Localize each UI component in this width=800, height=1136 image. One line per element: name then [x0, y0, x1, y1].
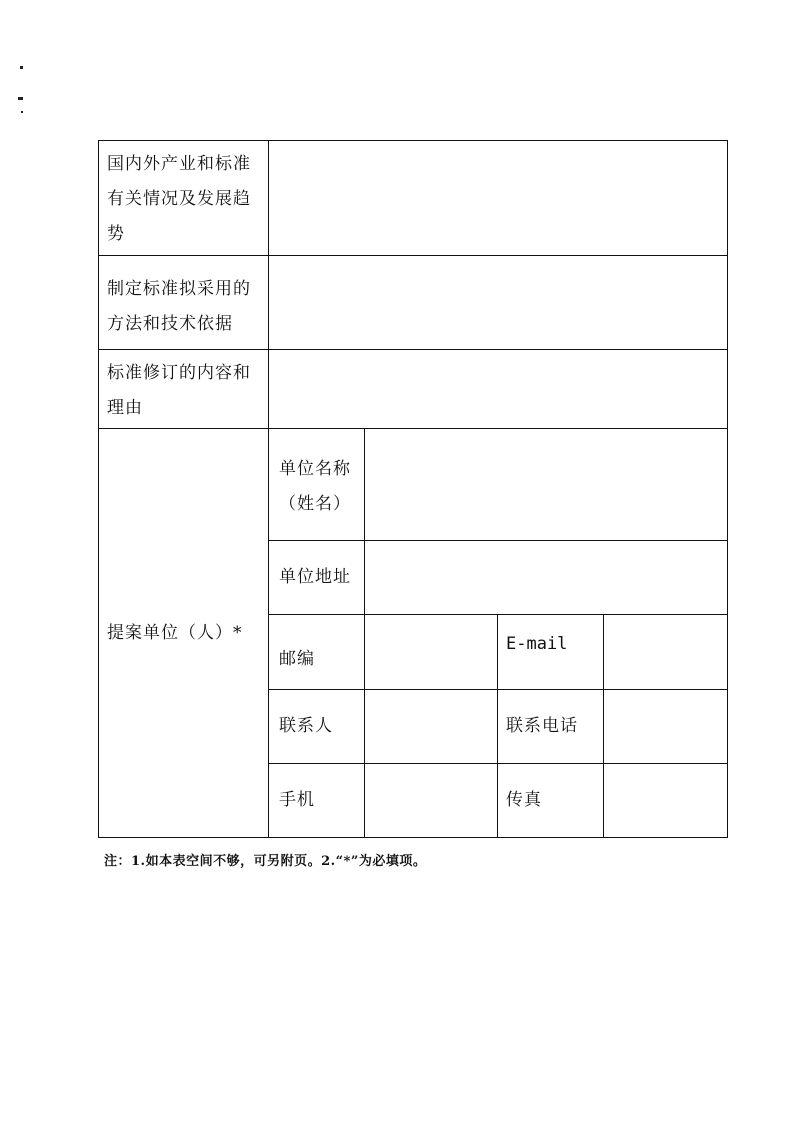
revision-content-label: 标准修订的内容和理由	[99, 350, 269, 429]
footnote: 注：1.如本表空间不够，可另附页。2.“*”为必填项。	[104, 854, 427, 869]
revision-content-input[interactable]	[269, 350, 728, 429]
contact-phone-input[interactable]	[604, 690, 728, 764]
row-unit-name	[99, 429, 728, 541]
unit-name-input[interactable]	[365, 429, 728, 541]
contact-phone-label: 联系电话	[498, 690, 604, 764]
postcode-input[interactable]	[365, 615, 498, 690]
scan-artifact	[21, 111, 23, 113]
unit-address-input[interactable]	[365, 541, 728, 615]
postcode-label: 邮编	[269, 615, 365, 690]
contact-person-input[interactable]	[365, 690, 498, 764]
row-revision-content	[99, 350, 728, 429]
fax-input[interactable]	[604, 764, 728, 838]
methods-basis-label: 制定标准拟采用的方法和技术依据	[99, 256, 269, 350]
industry-status-input[interactable]	[269, 141, 728, 256]
unit-address-label: 单位地址	[269, 541, 365, 615]
row-methods-basis	[99, 256, 728, 350]
contact-person-label: 联系人	[269, 690, 365, 764]
proposer-label: 提案单位（人）*	[99, 429, 269, 838]
mobile-label: 手机	[269, 764, 365, 838]
mobile-input[interactable]	[365, 764, 498, 838]
row-industry-status	[99, 141, 728, 256]
scan-artifact	[20, 66, 23, 69]
proposal-form-table	[98, 140, 728, 838]
industry-status-label: 国内外产业和标准有关情况及发展趋势	[99, 141, 269, 256]
fax-label: 传真	[498, 764, 604, 838]
scan-artifact	[18, 97, 23, 100]
email-label: E-mail	[498, 615, 604, 690]
methods-basis-input[interactable]	[269, 256, 728, 350]
unit-name-label: 单位名称（姓名）	[269, 429, 365, 541]
email-input[interactable]	[604, 615, 728, 690]
